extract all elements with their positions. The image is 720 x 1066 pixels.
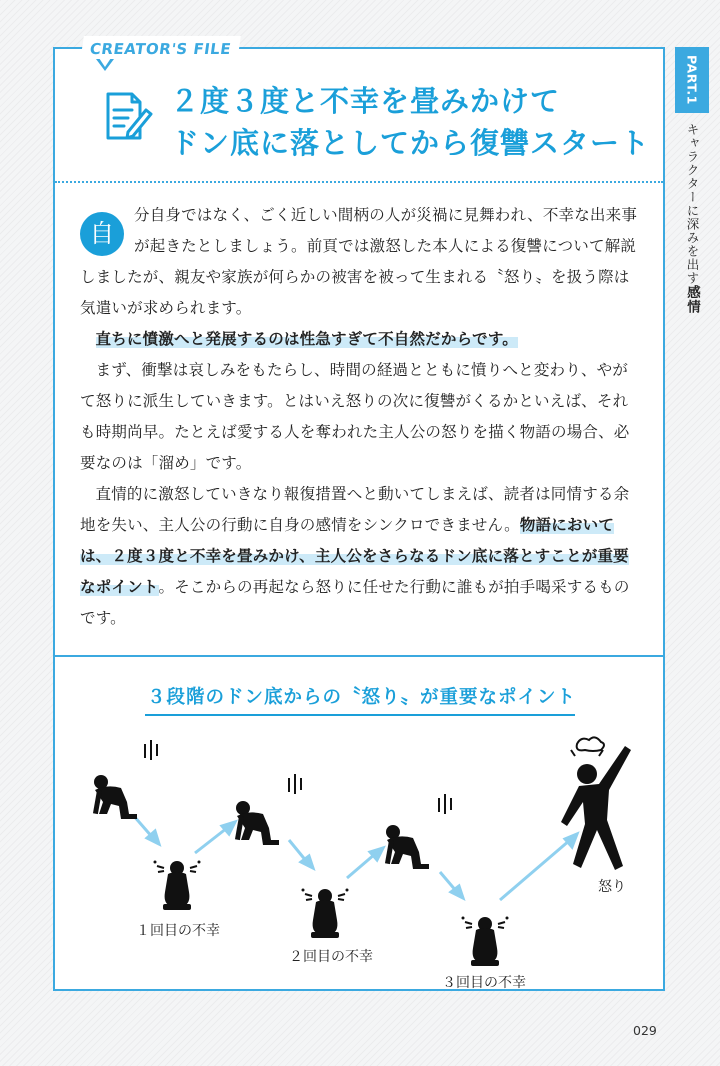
section-divider: [55, 655, 663, 657]
highlight-text: 直ちに憤激へと発展するのは性急すぎて不自然だからです。: [95, 330, 519, 348]
paragraph-1: 自 分自身ではなく、ごく近しい間柄の人が災禍に見舞われ、不幸な出来事が起きたとしましょう。前頁では激怒した本人による復讐について解説しましたが、親友や家族が何らかの被害を被って生まれる〝怒り〟を扱う際は気遣いが求められます。: [80, 206, 638, 317]
diagram-title: ３段階のドン底からの〝怒り〟が重要なポイント: [147, 687, 577, 708]
body-text: [80, 200, 640, 634]
label-misfortune-3: ３回目の不幸: [442, 975, 526, 991]
creators-file-tag: CREATOR'S FILE: [80, 36, 241, 62]
label-misfortune-1: １回目の不幸: [136, 923, 220, 939]
cry-figure-1: [154, 861, 201, 911]
paragraph-4: 直情的に激怒していきなり報復措置へと動いてしまえば、読者は同情する余地を失い、主人公の行動に自身の感情をシンクロできません。物語においては、２度３度と不幸を畳みかけ、主人公をさらなるドン底に落とすことが重要なポイント。そこからの再起なら怒りに任せた行動に誰もが拍手喝采するものです。: [80, 485, 630, 627]
cry-figure-3: [462, 917, 509, 967]
angry-figure: [561, 737, 631, 870]
kneel-figure-3: [385, 794, 451, 869]
chapter-title: キャラクターに深みを出す感情: [684, 123, 700, 314]
document-edit-icon: [98, 88, 154, 144]
paragraph-3: まず、衝撃は哀しみをもたらし、時間の経過とともに憤りへと変わり、やがて怒りに派生していきます。とはいえ怒りの次に復讐がくるかといえば、それも時期尚早。たとえば愛する人を奪われた主人公の怒りを描く物語の場合、必要なのは「溜め」です。: [80, 361, 630, 472]
drop-cap: 自: [80, 212, 124, 256]
chapter-sidebar: [675, 47, 709, 314]
label-misfortune-2: ２回目の不幸: [289, 949, 373, 965]
page-title: [170, 80, 650, 164]
kneel-figure-1: [93, 740, 157, 819]
cry-figure-2: [302, 889, 349, 939]
title-line-1: ２度３度と不幸を畳みかけて: [170, 84, 561, 118]
part-tab: PART.1: [675, 47, 709, 113]
label-anger: 怒り: [598, 879, 626, 895]
file-tag-tail: [96, 59, 114, 71]
title-line-2: ドン底に落としてから復讐スタート: [170, 126, 651, 160]
page-number: 029: [633, 1023, 657, 1038]
title-divider: [55, 181, 663, 183]
diagram-title-underline: [145, 714, 575, 716]
highlight-text: 物語においては、２度３度と不幸を畳みかけ、主人公をさらなるドン底に落とすことが重要なポイント: [80, 516, 629, 596]
paragraph-2: [80, 324, 640, 355]
kneel-figure-2: [235, 774, 301, 845]
step-arrows: [133, 815, 577, 900]
